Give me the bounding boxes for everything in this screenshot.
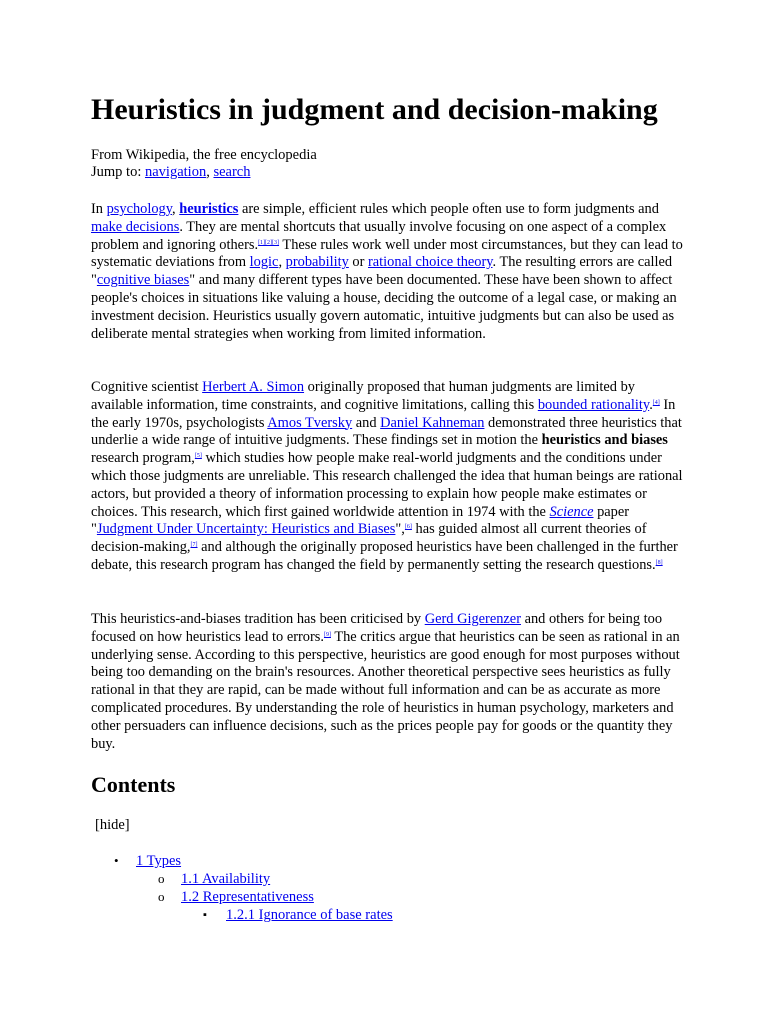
text-run: These rules work well under most circumstances, but they can lead to systematic deviations from (91, 236, 683, 271)
text-run: paper " (91, 503, 630, 538)
link-heuristics-label: heuristics (179, 201, 239, 217)
citation-ref (405, 524, 412, 530)
link-rational-choice-theory[interactable]: rational choice theory (368, 254, 493, 271)
link-daniel-kahneman[interactable]: Daniel Kahneman (380, 414, 485, 431)
toc-bullet: o (158, 889, 165, 904)
text-run: . They are mental shortcuts that usually involve focusing on one aspect of a complex problem and ignoring others. (91, 218, 667, 253)
text-run: originally proposed that human judgments are limited by available information, time constraints, and cognitive limitations, calling this (91, 379, 635, 413)
citation-link-8[interactable]: [8] (655, 559, 663, 566)
link-logic[interactable]: logic (249, 254, 279, 271)
text-run: demonstrated three heuristics that underlie a wide range of intuitive judgments. These findings set in motion the (91, 414, 682, 449)
citation-ref (653, 400, 660, 406)
link-psychology[interactable]: psychology (106, 201, 173, 217)
link-gerd-gigerenzer[interactable]: Gerd Gigerenzer (424, 611, 521, 627)
toc-hide-toggle[interactable]: [hide] (95, 817, 130, 833)
toc-bullet: o (158, 871, 165, 886)
link-probability[interactable]: probability (285, 254, 349, 271)
text-run: or (348, 254, 368, 271)
citation-ref (195, 453, 202, 459)
text-run: ", (395, 521, 405, 538)
toc-bullet: • (114, 853, 119, 868)
citation-ref (258, 240, 279, 246)
toc-link-representativeness[interactable]: 1.2 Representativeness (181, 889, 314, 905)
text-run: . The resulting errors are called " (91, 254, 673, 289)
link-bounded-rationality[interactable]: bounded rationality (537, 396, 650, 413)
link-science-label: Science (549, 503, 594, 520)
citation-link-7[interactable]: [7] (190, 542, 198, 549)
text-run: and others for being too focused on how heuristics lead to errors. (91, 611, 663, 645)
text-run: research program, (91, 450, 195, 467)
citation-link-5[interactable]: [5] (194, 453, 202, 460)
text-run: , (278, 254, 286, 271)
text-run: which studies how people make real-world judgments and the conditions under which those judgments are unreliable. This research challenged the idea that human beings are rational actors, but provided a theory of information processing to explain how people make estimates or choices. This research, which first gained worldwide attention in 1974 with the (91, 450, 683, 520)
toc-bullet: ▪ (203, 909, 207, 921)
jump-separator: , (206, 164, 210, 180)
citation-ref (324, 632, 331, 638)
text-run: . (649, 396, 653, 413)
text-run: and (352, 414, 381, 431)
citation-link-6[interactable]: [6] (404, 524, 412, 531)
text-run: Cognitive scientist (91, 379, 203, 395)
intro-paragraph-3 (91, 611, 683, 753)
jump-search-link[interactable]: search (213, 164, 251, 180)
bold-term: heuristics and biases (541, 432, 668, 449)
link-judgment-under-uncertainty[interactable]: Judgment Under Uncertainty: Heuristics and Biases (96, 521, 396, 538)
site-tagline: From Wikipedia, the free encyclopedia (91, 147, 317, 163)
text-run: In the early 1970s, psychologists (91, 396, 676, 431)
toc-link-ignorance-of-base-rates[interactable]: 1.2.1 Ignorance of base rates (226, 907, 393, 923)
contents-heading: Contents (91, 772, 176, 797)
text-run: , (172, 201, 180, 217)
text-run: " and many different types have been documented. These have been shown to affect people's choices in situations like valuing a house, deciding the outcome of a legal case, or making an investment decision. Heuristics usually govern automatic, intuitive judgments but can also be used as deliberate mental strategies when working from limited information. (91, 272, 677, 342)
citation-link-4[interactable]: [4] (652, 399, 660, 406)
jump-to-links (91, 164, 250, 181)
citation-link-9[interactable]: [9] (323, 631, 331, 638)
intro-paragraph-1 (91, 201, 683, 343)
link-amos-tversky[interactable]: Amos Tversky (267, 414, 353, 431)
text-run: This heuristics-and-biases tradition has been criticised by (91, 611, 425, 627)
intro-paragraph-2 (91, 379, 683, 575)
link-herbert-simon[interactable]: Herbert A. Simon (202, 379, 305, 395)
link-science[interactable] (550, 504, 594, 520)
link-heuristics[interactable] (179, 201, 238, 217)
text-run: are simple, efficient rules which people often use to form judgments and (238, 201, 659, 217)
toc-link-types[interactable]: 1 Types (136, 853, 182, 869)
text-run: The critics argue that heuristics can be seen as rational in an underlying sense. According to this perspective, heuristics are good enough for most purposes without being too demanding on the brain's resources. Another theoretical perspective sees heuristics as fully rational in that they are rapid, can be made without full information and can be as accurate as more complicated procedures. By understanding the role of heuristics in human psychology, marketers and other persuaders can influence decisions, such as the prices people pay for goods or the quantity they buy. (91, 628, 680, 752)
link-cognitive-biases[interactable]: cognitive biases (96, 272, 190, 289)
text-run: and although the originally proposed heuristics have been challenged in the further debate, this research program has changed the field by permanently setting the research questions. (91, 539, 678, 573)
page-title: Heuristics in judgment and decision-making (91, 93, 658, 126)
text-run: In (91, 201, 107, 217)
link-make-decisions[interactable]: make decisions (91, 218, 180, 235)
citation-ref (191, 542, 198, 548)
text-run: has guided almost all current theories of decision-making, (91, 521, 647, 556)
jump-navigation-link[interactable]: navigation (144, 164, 207, 180)
jump-to-label: Jump to: (91, 164, 142, 180)
citation-link-1-2-3[interactable]: [1][2][3] (258, 239, 280, 246)
toc-link-availability[interactable]: 1.1 Availability (181, 871, 271, 887)
citation-ref (656, 560, 663, 566)
